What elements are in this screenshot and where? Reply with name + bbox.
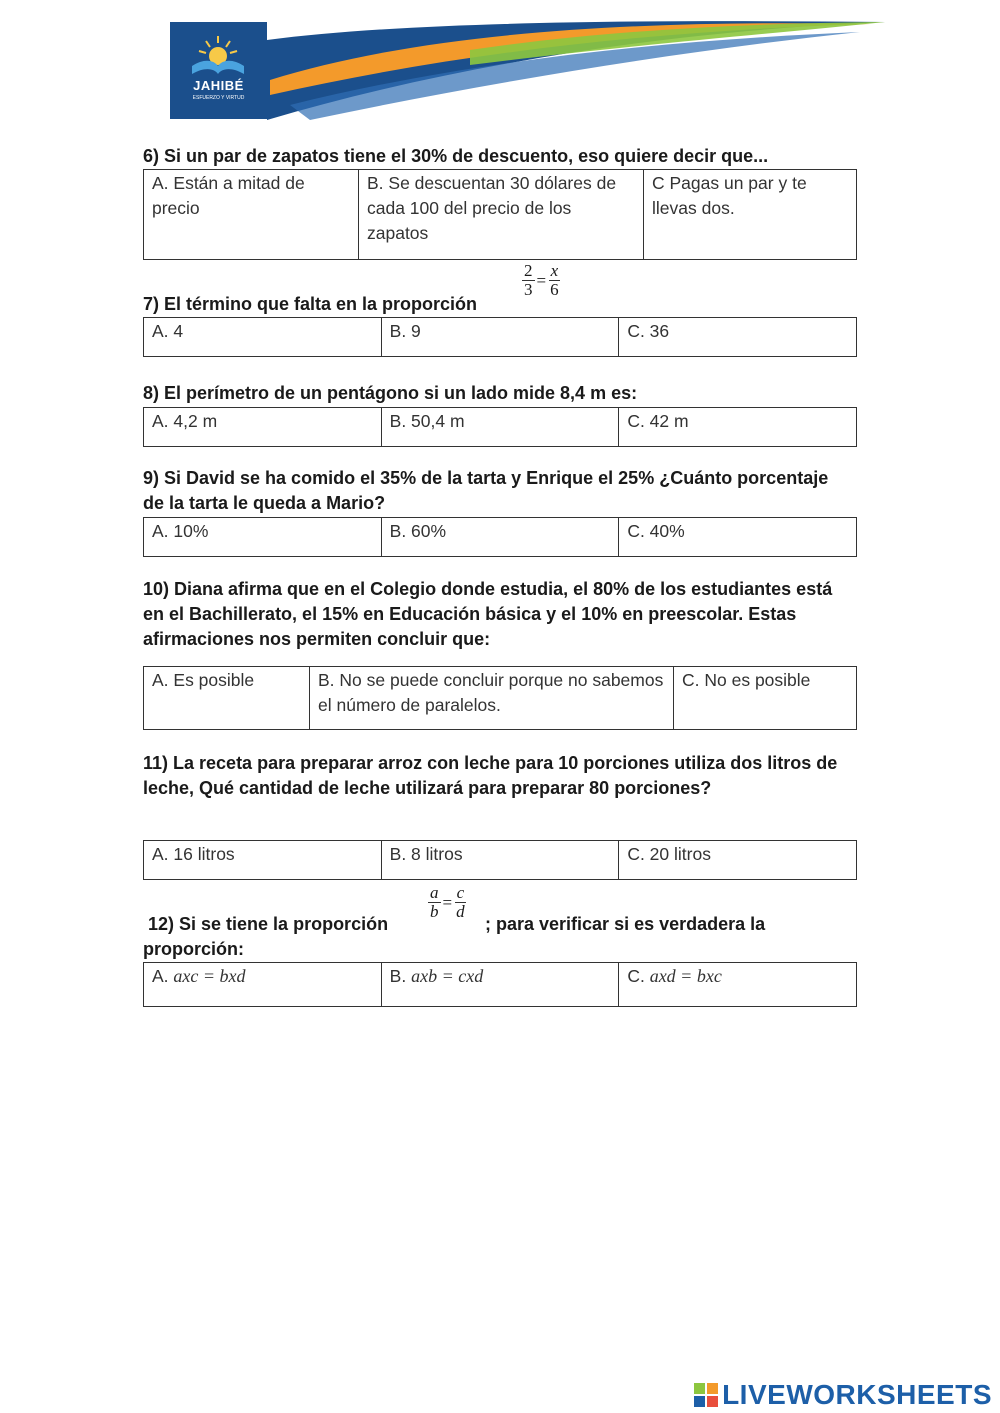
option-8a[interactable]: A. 4,2 m	[144, 408, 382, 447]
liveworksheets-logo-icon	[694, 1383, 718, 1407]
option-9a[interactable]: A. 10%	[144, 518, 382, 557]
fraction-c-d: $\frac{c}{d}$	[456, 883, 465, 921]
option-12c[interactable]	[619, 963, 857, 1007]
question-11-options	[143, 840, 857, 880]
question-11-text: 11) La receta para preparar arroz con leche para 10 porciones utiliza dos litros de leche, Qué cantidad de leche utilizará para preparar 80 porciones?	[143, 753, 838, 798]
option-6a[interactable]: A. Están a mitad de precio	[144, 170, 359, 260]
question-9-text: 9) Si David se ha comido el 35% de la tarta y Enrique el 25% ¿Cuánto porcentaje de la tarta le queda a Mario?	[143, 468, 829, 513]
question-7-options	[143, 317, 857, 357]
option-6c[interactable]: C Pagas un par y te llevas dos.	[644, 170, 857, 260]
book-sun-icon	[170, 22, 267, 78]
question-12-text-line2: proporción:	[143, 939, 244, 959]
option-9c[interactable]: C. 40%	[619, 518, 857, 557]
school-logo	[170, 22, 267, 119]
question-12-options	[143, 962, 857, 1007]
option-7b[interactable]: B. 9	[381, 318, 619, 357]
option-10c[interactable]: C. No es posible	[674, 667, 857, 730]
option-10b[interactable]: B. No se puede concluir porque no sabemos el número de paralelos.	[310, 667, 674, 730]
school-motto: ESFUERZO Y VIRTUD	[192, 95, 245, 101]
proportion-formula-7: $\frac{2}{3}$ = $\frac{x}{6}$	[524, 261, 559, 299]
option-11c[interactable]: C. 20 litros	[619, 841, 857, 880]
option-7a[interactable]: A. 4	[144, 318, 382, 357]
option-10a[interactable]: A. Es posible	[144, 667, 310, 730]
footer-brand: LIVEWORKSHEETS	[722, 1379, 992, 1410]
option-12b-formula: axb = cxd	[411, 966, 484, 986]
question-6-text: 6) Si un par de zapatos tiene el 30% de descuento, eso quiere decir que...	[143, 146, 769, 166]
question-7-text: 7) El término que falta en la proporción	[143, 294, 478, 314]
option-7c[interactable]: C. 36	[619, 318, 857, 357]
question-12-text: 12) Si se tiene la proporción	[148, 914, 389, 934]
header-banner	[170, 20, 890, 120]
option-12a-formula: axc = bxd	[173, 966, 246, 986]
option-12b[interactable]	[381, 963, 619, 1007]
proportion-formula-12: $\frac{a}{b}$ = $\frac{c}{d}$	[430, 883, 465, 921]
option-12a[interactable]	[144, 963, 382, 1007]
liveworksheets-footer	[694, 1379, 992, 1411]
option-11b[interactable]: B. 8 litros	[381, 841, 619, 880]
question-12-text-continued: ; para verificar si es verdadera la	[485, 914, 766, 934]
option-8b[interactable]: B. 50,4 m	[381, 408, 619, 447]
option-12c-letter: C.	[627, 966, 645, 986]
option-11a[interactable]: A. 16 litros	[144, 841, 382, 880]
banner-swoosh-graphic	[170, 20, 890, 120]
option-12c-formula: axd = bxc	[649, 966, 722, 986]
fraction-x-6: $\frac{x}{6}$	[550, 261, 559, 299]
school-name: JAHIBÉ	[193, 78, 244, 93]
fraction-2-3: $\frac{2}{3}$	[524, 261, 533, 299]
option-12a-letter: A.	[152, 966, 169, 986]
question-10-options	[143, 666, 857, 730]
question-10-text: 10) Diana afirma que en el Colegio donde estudia, el 80% de los estudiantes está en el Bachillerato, el 15% en Educación básica y el 10% en preescolar. Estas afirmaciones nos permiten concluir que:	[143, 579, 833, 649]
question-6-options	[143, 169, 857, 260]
fraction-a-b: $\frac{a}{b}$	[430, 883, 439, 921]
option-9b[interactable]: B. 60%	[381, 518, 619, 557]
question-9-options	[143, 517, 857, 557]
question-8-options	[143, 407, 857, 447]
question-8-text: 8) El perímetro de un pentágono si un lado mide 8,4 m es:	[143, 383, 638, 403]
option-8c[interactable]: C. 42 m	[619, 408, 857, 447]
option-6b[interactable]: B. Se descuentan 30 dólares de cada 100 del precio de los zapatos	[359, 170, 644, 260]
option-12b-letter: B.	[389, 966, 407, 986]
